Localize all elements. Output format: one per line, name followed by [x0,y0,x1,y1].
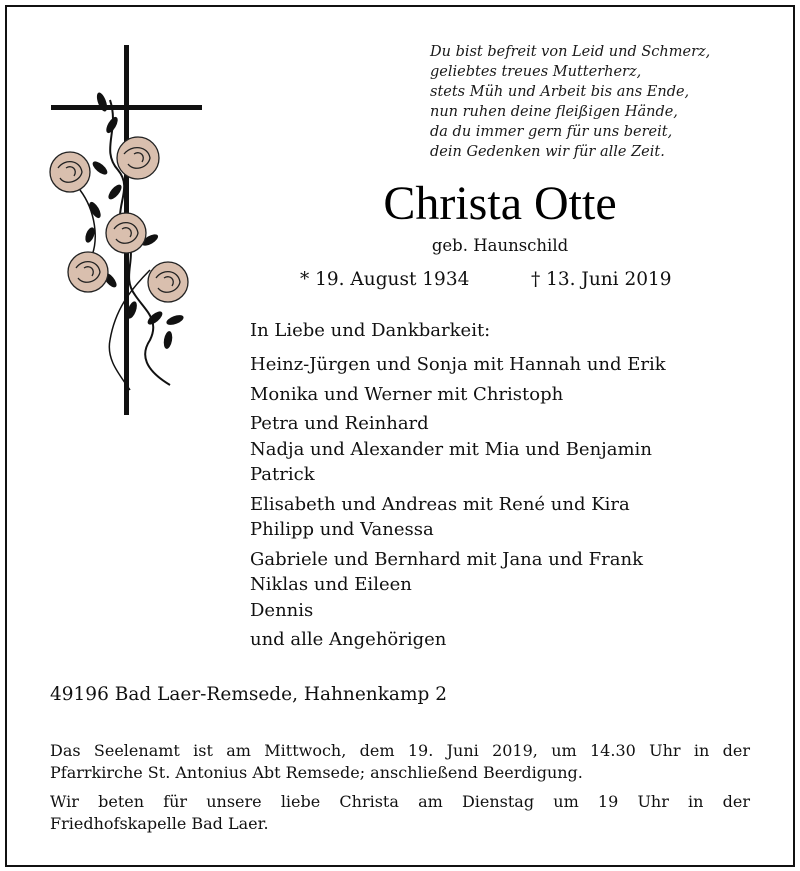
mourner-line: Monika und Werner mit Christoph [250,383,564,405]
mourner-group [250,627,780,653]
mourner-line: Patrick [250,464,315,485]
service-line: Das Seelenamt ist am Mittwoch, dem 19. Juni 2019, um 14.30 Uhr in der [50,741,750,760]
mourners-list [250,318,780,653]
mourner-group [250,352,780,378]
poem-line: dein Gedenken wir für alle Zeit. [430,144,665,160]
mourners-intro: In Liebe und Dankbarkeit: [250,320,491,341]
poem [430,42,780,162]
poem-line: stets Müh und Arbeit bis ans Ende, [430,84,690,100]
mourner-line: Petra und Reinhard [250,413,429,434]
address: 49196 Bad Laer-Remsede, Hahnenkamp 2 [50,684,447,705]
mourner-line: Gabriele und Bernhard mit Jana und Frank [250,548,643,570]
cross-with-roses-icon [40,40,210,420]
prayer-line: Friedhofskapelle Bad Laer. [50,814,269,833]
poem-line: geliebtes treues Mutterherz, [430,64,642,80]
birth-date: * 19. August 1934 [300,269,470,290]
maiden-name: geb. Haunschild [431,236,569,255]
poem-line: Du bist befreit von Leid und Schmerz, [430,44,711,60]
mourner-line: Nadja und Alexander mit Mia und Benjamin [250,438,652,460]
mourner-line: Niklas und Eileen [250,574,412,595]
rose-2 [117,137,159,179]
rose-3 [106,213,146,253]
mourner-line: und alle Angehörigen [250,629,447,650]
poem-line: da du immer gern für uns bereit, [430,124,673,140]
mourner-line: Philipp und Vanessa [250,519,434,540]
service-line: Pfarrkirche St. Antonius Abt Remsede; anschließend Beerdigung. [50,763,583,782]
death-date: † 13. Juni 2019 [531,269,672,290]
mourner-group [250,411,780,488]
poem-line: nun ruhen deine fleißigen Hände, [430,104,678,120]
mourner-line: Dennis [250,599,314,621]
mourner-line: Heinz-Jürgen und Sonja mit Hannah und Erik [250,354,666,375]
service-info [50,740,750,784]
rose-1 [50,152,90,192]
prayer-info [50,791,750,835]
rose-5 [148,262,188,302]
mourner-group [250,492,780,543]
prayer-line: Wir beten für unsere liebe Christa am Dienstag um 19 Uhr in der [50,792,750,811]
mourner-group [250,547,780,624]
mourner-group [250,382,780,408]
deceased-name: Christa Otte [383,177,617,230]
mourner-line: Elisabeth und Andreas mit René und Kira [250,493,630,515]
rose-4 [68,252,108,292]
